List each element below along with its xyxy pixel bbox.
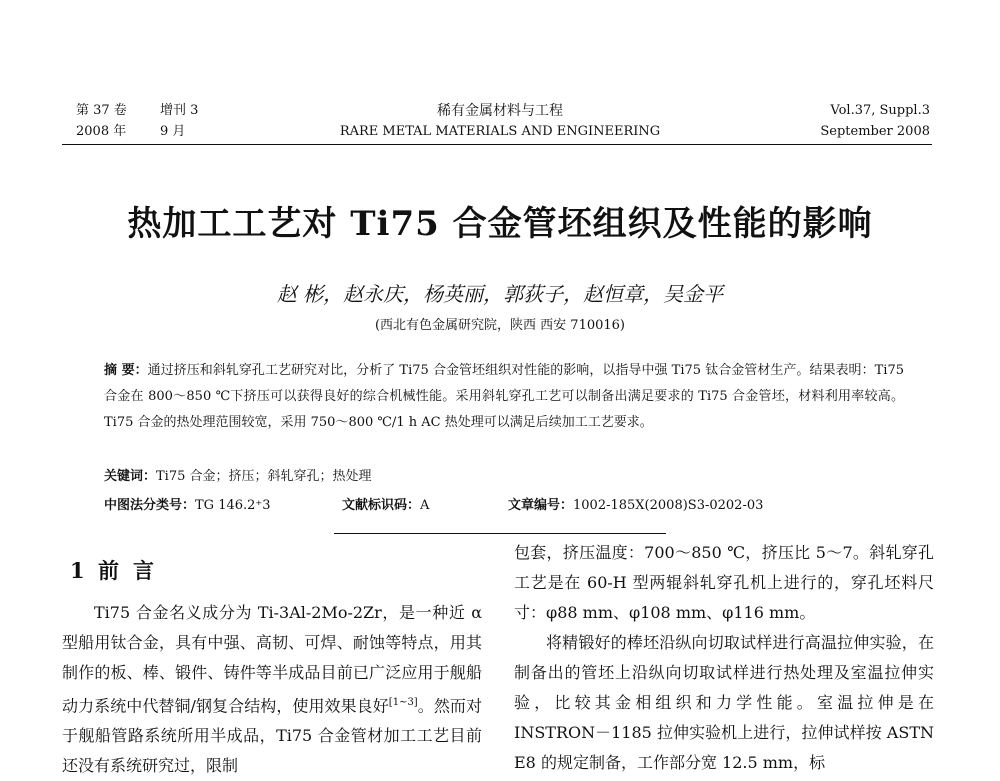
header-year: 2008 年 xyxy=(76,124,127,139)
citation-ref: [1~3] xyxy=(388,697,418,708)
keywords xyxy=(104,465,372,484)
doc-value: A xyxy=(420,498,430,513)
document-code xyxy=(342,494,429,513)
left-column xyxy=(62,598,482,781)
abstract-text: 通过挤压和斜轧穿孔工艺研究对比，分析了 Ti75 合金管坯组织对性能的影响，以指导中强 Ti75 钛合金管材生产。结果表明：Ti75 合金在 800～850 ℃下挤压可以获得良好的综合机械性能。采用斜轧穿孔工艺可以制备出满足要求的 Ti75 合金管坯，材料利用率较高。Ti75 合金的热处理范围较宽，采用 750～800 ℃/1 h AC 热处理可以满足后续加工工艺要求。 xyxy=(104,363,904,430)
journal-name-en: RARE METAL MATERIALS AND ENGINEERING xyxy=(339,124,661,139)
author-list: 赵 彬，赵永庆，杨英丽，郭荻子，赵恒章，吴金平 xyxy=(276,282,724,306)
section-title: 前言 xyxy=(98,558,168,583)
abstract-label: 摘 要： xyxy=(104,363,148,378)
header-supplement: 增刊 3 xyxy=(160,103,199,118)
header-vol-en: Vol.37, Suppl.3 xyxy=(830,103,930,118)
affiliation: (西北有色金属研究院，陕西 西安 710016) xyxy=(374,318,626,333)
clc-number xyxy=(104,494,271,513)
clc-label: 中图法分类号： xyxy=(104,498,196,513)
keywords-label: 关键词： xyxy=(104,469,157,484)
clc-value: TG 146.2⁺3 xyxy=(195,498,271,513)
journal-name-cn: 稀有金属材料与工程 xyxy=(437,103,563,119)
paper-title: 热加工工艺对 Ti75 合金管坯组织及性能的影响 xyxy=(127,204,873,244)
separator-rule xyxy=(334,533,666,534)
intro-text-b: 。然而对于舰船管路系统所用半成品，Ti75 合金管材加工工艺目前还没有系统研究过，限制 xyxy=(62,696,482,776)
intro-paragraph xyxy=(62,598,482,781)
art-value: 1002-185X(2008)S3-0202-03 xyxy=(573,498,764,513)
doc-label: 文献标识码： xyxy=(342,498,421,513)
section-heading xyxy=(70,555,168,585)
header-volume: 第 37 卷 xyxy=(76,103,127,118)
art-label: 文章编号： xyxy=(508,498,574,513)
method-paragraph-1: 包套，挤压温度：700～850 ℃，挤压比 5～7。斜轧穿孔工艺是在 60-H 型两辊斜轧穿孔机上进行的，穿孔坯料尺寸：φ88 mm、φ108 mm、φ116 mm。 xyxy=(514,543,934,622)
keywords-text: Ti75 合金；挤压；斜轧穿孔；热处理 xyxy=(156,469,372,484)
section-number: 1 xyxy=(70,558,85,583)
header-month: 9 月 xyxy=(160,124,186,139)
right-column xyxy=(514,538,934,778)
intro-text-a: Ti75 合金名义成分为 Ti-3Al-2Mo-2Zr，是一种近 α 型船用钛合金，具有中强、高韧、可焊、耐蚀等特点，用其制作的板、棒、锻件、铸件等半成品目前已广泛应用于舰船动力系统中代替铜/钢复合结构，使用效果良好 xyxy=(62,603,482,716)
header-rule xyxy=(62,144,932,145)
abstract xyxy=(104,358,904,436)
article-number xyxy=(508,494,763,513)
method-paragraph-2: 将精锻好的棒坯沿纵向切取试样进行高温拉伸实验，在制备出的管坯上沿纵向切取试样进行热处理及室温拉伸实验，比较其金相组织和力学性能。室温拉伸是在 INSTRON－1185 拉伸实验机上进行，拉伸试样按 ASTN E8 的规定制备，工作部分宽 12.5 mm，标 xyxy=(514,633,934,772)
header-date-en: September 2008 xyxy=(820,124,930,139)
